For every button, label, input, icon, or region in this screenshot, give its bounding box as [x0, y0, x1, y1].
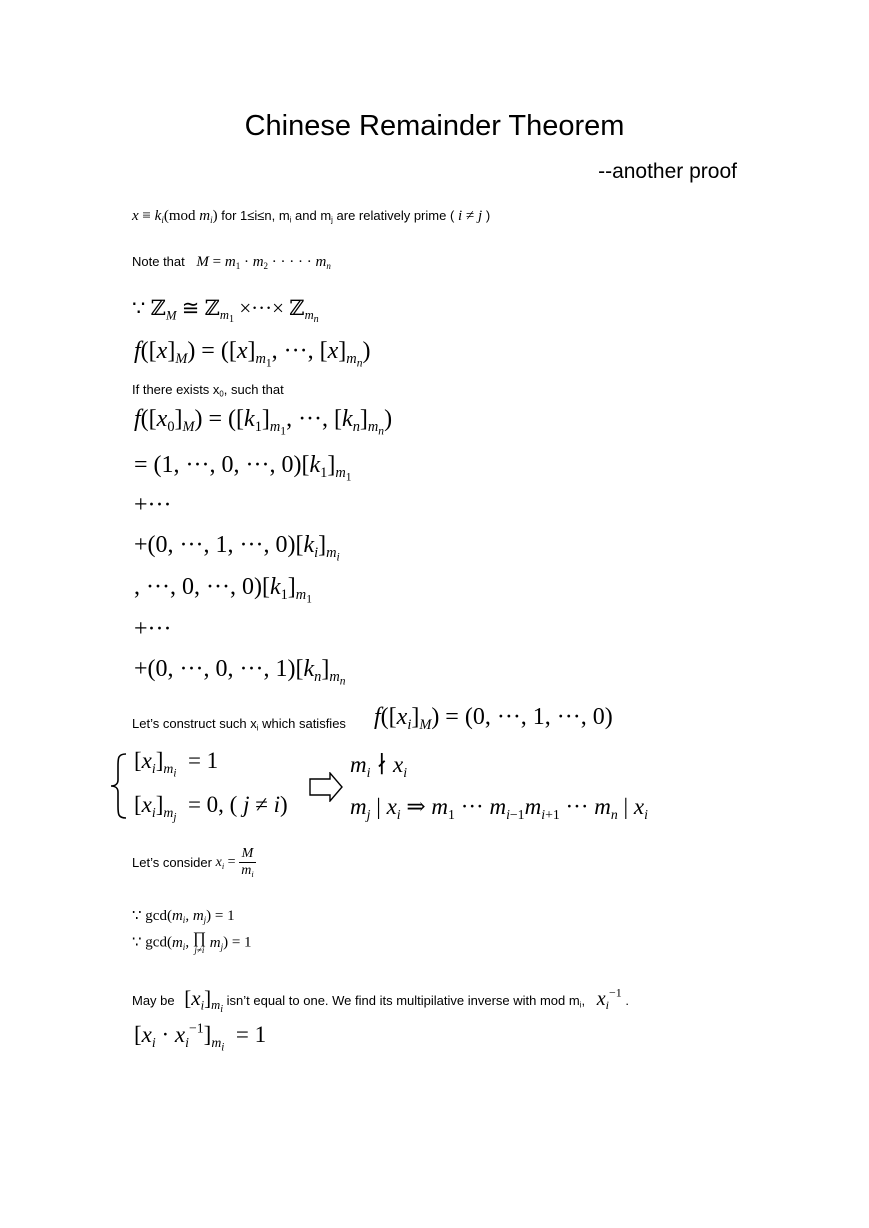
system-eq-2: $[x_i]_{m_j} = 0$, ( j ≠ i) [134, 792, 288, 824]
gcd-product-formula: ∵ $\gcd(m_i$, ∏ j≠i $m_j) = 1$ [132, 930, 252, 956]
not-divides-formula: $m_i$ ∤ $x_i$ [350, 752, 408, 780]
sum-term-i: +(0, ···, 1, ···, $0)[k_i]_{m_i}$ [134, 532, 340, 564]
page-subtitle: --another proof [598, 160, 737, 183]
inverse-product-formula: $[x_i \cdot x_i^{-1}]_{m_i} = 1$ [134, 1020, 267, 1054]
if-exists-line: If there exists $x_0$, such that [132, 382, 284, 399]
sum-term-1: = (1, ···, 0, ···, $0)[k_1]_{m_1}$ [134, 452, 352, 484]
maybe-line: May be $[x_i]_{m_i}$ isn’t equal to one. We find its multipilative inverse with mod $m_i$, $x_i^{-1}$ . [132, 985, 629, 1016]
sum-term-n: +(0, ···, 0, ···, $1)[k_n]_{m_n}$ [134, 656, 346, 688]
f-xi-formula: $f([x_i]_M) = (0$, ···, 1, ···, 0) [374, 704, 613, 734]
note-that-line: Note that $M = m_1 \cdot m_2$ · · · · · $m_n$ [132, 254, 331, 272]
congruence-statement: $x \equiv k_i(mod$ $m_i$) for 1≤i≤n, $m_i$ and $m_j$ are relatively prime ( i ≠ j ) [132, 208, 491, 226]
f-x0-formula: $f([x_0]_M) = ([k_1]_{m_1}$, ···, $[k_n]_{m_n}$) [134, 406, 393, 438]
implies-arrow-icon [308, 772, 344, 802]
m-product-formula: $M = m_1 \cdot m_2$ · · · · · $m_n$ [196, 254, 331, 272]
xi-inverse-formula: $x_i^{-1}$ [596, 985, 622, 1013]
left-brace-icon [108, 752, 130, 820]
sum-ellipsis-1: +··· [134, 492, 172, 518]
system-eq-1: $[x_i]_{m_i} = 1$ [134, 748, 219, 780]
consider-line: Let’s consider $x_i$ = $\frac{M}{m_i}$ [132, 846, 254, 880]
isomorphism-formula: ∵ ℤ$_M$ ≅ ℤ$_{m_1}$ ×···× ℤ$_{m_n}$ [132, 296, 319, 326]
xi-class-formula: $[x_i]_{m_i}$ [184, 986, 224, 1016]
construct-line: Let’s construct such $x_i$ which satisfies [132, 716, 346, 733]
xi-fraction: $\frac{M}{m_i}$ [241, 846, 254, 880]
sum-ellipsis-2: +··· [134, 616, 172, 642]
page-title: Chinese Remainder Theorem [244, 110, 625, 142]
congruence-formula: $x \equiv k_i(mod$ $m_i$) [132, 208, 218, 226]
sum-term-continuation: , ···, 0, ···, $0)[k_1]_{m_1}$ [134, 574, 312, 606]
divides-implication-formula: $m_j$ | $x_i$ ⇒ $m_1$ ··· $m_{i-1}m_{i+1}$ ··· $m_n$ | $x_i$ [350, 794, 648, 822]
gcd-pair-formula: ∵ $\gcd(m_i$, $m_j) = 1$ [132, 908, 235, 926]
i-neq-j-formula: i ≠ j [458, 208, 483, 224]
map-definition-formula: $f([x]_M) = ([x]_{m_1}$, ···, $[x]_{m_n}$) [134, 338, 371, 370]
